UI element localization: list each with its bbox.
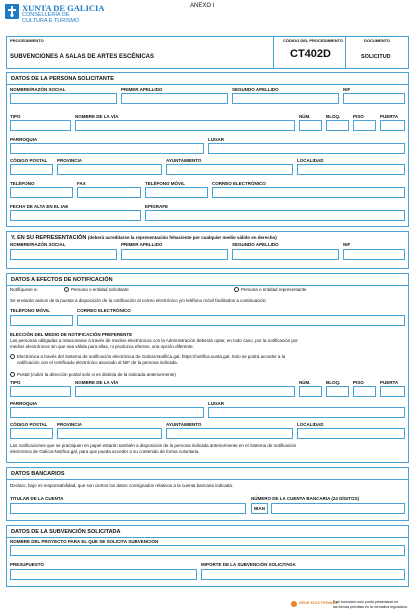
telefono-field[interactable] [10,187,73,198]
postal-text: Postal (cubrir la dirección postal solo si es distinta de la indicada anteriormente) [17,372,176,377]
logo-emblem-icon [5,4,19,19]
annex-label: ANEXO I [190,3,215,9]
notif-label-ayuntamiento: AYUNTAMIENTO [166,422,202,427]
presupuesto-field[interactable] [10,569,197,580]
document-type: SOLICITUD [361,54,391,60]
email-field[interactable] [212,187,405,198]
procedure-title: SUBVENCIONES A SALAS DE ARTES ESCÉNICAS [10,54,155,60]
label-notif-correo: CORREO ELECTRÓNICO [77,308,131,313]
papel-line-1: Las notificaciones que se practiquen en papel estarán también a disposición de la persona indicada anteriormente en el Sistema de notificación [10,443,297,448]
notif-label-lugar: LUGAR [208,401,224,406]
notif-provincia-field[interactable] [57,428,162,439]
iban-prefix [251,503,268,514]
label-nombre: NOMBRE/RAZÓN SOCIAL [10,87,66,92]
notif-localidad-field[interactable] [297,428,405,439]
notif-piso-field[interactable] [353,386,376,397]
notif-label-bloq: BLOQ. [326,380,341,385]
label-ayuntamiento: AYUNTAMIENTO [166,158,202,163]
label-notif-movil: TELÉFONO MÓVIL [10,308,50,313]
notif-via-field[interactable] [75,386,295,397]
nombre-field[interactable] [10,93,117,104]
titular-field[interactable] [10,503,246,514]
proyecto-field[interactable] [10,545,405,556]
label-lugar: LUGAR [208,137,224,142]
num-field[interactable] [299,120,322,131]
rep-apellido2-field[interactable] [232,249,339,260]
obligadas-line-1: Las personas obligadas a relacionarse a través de medios electrónicos con la Administración deberán optar, en todo caso, por la notificación por [10,338,298,343]
label-titular: TITULAR DE LA CUENTA [10,496,64,501]
notif-parroquia-field[interactable] [10,407,204,418]
rep-nif-field[interactable] [343,249,405,260]
sede-label: SEDE ELECTRÓNICA [299,601,338,605]
nif-field[interactable] [343,93,405,104]
notifiquese-label: Notifíquese a: [10,287,38,292]
label-parroquia: PARROQUIA [10,137,38,142]
label-apellido2: SEGUNDO APELLIDO [232,87,279,92]
radio-electronica[interactable] [10,354,15,359]
tipo-field[interactable] [10,120,71,131]
label-apellido1: PRIMER APELLIDO [121,87,163,92]
label-movil: TELÉFONO MÓVIL [145,181,185,186]
notif-label-puerta: PUERTA [380,380,399,385]
bank-declaro: Declaro, bajo mi responsabilidad, que son ciertos los datos consignados relativos a la cuenta bancaria indicada. [10,483,234,488]
label-importe: IMPORTE DE LA SUBVENCIÓN SOLICITADA [201,562,296,567]
notif-correo-field[interactable] [77,315,405,326]
provincia-field[interactable] [57,164,162,175]
notif-label-localidad: LOCALIDAD [297,422,324,427]
notif-bloq-field[interactable] [326,386,349,397]
footer-line-1: Este formulario solo podrá presentarse en [333,600,399,604]
label-piso: PISO [353,114,364,119]
label-alta: FECHA DE ALTA EN EL IAE [10,204,69,209]
label-tipo: TIPO [10,114,21,119]
document-label: DOCUMENTO [364,38,391,43]
procedure-code-label: CÓDIGO DEL PROCEDIMIENTO [283,38,344,43]
localidad-field[interactable] [297,164,405,175]
notif-label-via: NOMBRE DE LA VÍA [75,380,119,385]
applicant-title: DATOS DE LA PERSONA SOLICITANTE [11,76,114,82]
label-provincia: PROVINCIA [57,158,83,163]
electronica-line-2: notificación con el certificado electrónico asociado al NIF de la persona indicada. [17,360,178,365]
fax-field[interactable] [77,187,141,198]
notif-num-field[interactable] [299,386,322,397]
iban-label: IBAN [254,506,265,511]
notif-puerta-field[interactable] [380,386,405,397]
eleccion-label: ELECCIÓN DEL MEDIO DE NOTIFICACIÓN PREFERENTE [10,332,133,337]
apellido2-field[interactable] [232,93,339,104]
rep-label-apellido2: SEGUNDO APELLIDO [232,242,279,247]
importe-field[interactable] [201,569,405,580]
opt-solicitante: Persona o entidad solicitante [71,287,129,292]
label-bloq: BLOQ. [326,114,341,119]
org-line-2: CULTURA E TURISMO [22,18,80,24]
label-via: NOMBRE DE LA VÍA [75,114,119,119]
puerta-field[interactable] [380,120,405,131]
notif-label-parroquia: PARROQUIA [10,401,38,406]
radio-solicitante[interactable] [64,287,69,292]
label-num: NÚM. [299,114,311,119]
representative-subtitle: (deberá acreditarse la representación fehaciente por cualquier medio válido en derecho) [87,235,277,240]
notif-cp-field[interactable] [10,428,53,439]
parroquia-field[interactable] [10,143,204,154]
notif-label-piso: PISO [353,380,364,385]
logo-title: XUNTA DE GALICIA [22,3,105,13]
label-cp: CÓDIGO POSTAL [10,158,48,163]
piso-field[interactable] [353,120,376,131]
papel-line-2: electrónica de Galicia-Notifica.gal, para que pueda acceder a su contenido de forma voluntaria. [10,449,200,454]
label-telefono: TELÉFONO [10,181,35,186]
label-puerta: PUERTA [380,114,399,119]
rep-apellido1-field[interactable] [121,249,228,260]
apellido1-field[interactable] [121,93,228,104]
via-field[interactable] [75,120,295,131]
rep-label-apellido1: PRIMER APELLIDO [121,242,163,247]
procedure-code: CT402D [290,48,331,60]
bloq-field[interactable] [326,120,349,131]
label-nif: NIF [343,87,351,92]
rep-label-nombre: NOMBRE/RAZÓN SOCIAL [10,242,66,247]
label-numero-cuenta: NÚMERO DE LA CUENTA BANCARIA (24 DÍGITOS) [251,496,360,501]
notif-label-num: NÚM. [299,380,311,385]
obligadas-line-2: medios electrónicos sin que sea válida para ellas, ni produzca efectos, una opción diferente. [10,344,194,349]
footer-line-2: las formas previstas en la normativa reguladora. [333,605,408,609]
movil-field[interactable] [145,187,208,198]
label-fax: FAX [77,181,86,186]
notification-title: DATOS A EFECTOS DE NOTIFICACIÓN [11,277,113,283]
notif-label-provincia: PROVINCIA [57,422,83,427]
label-email: CORREO ELECTRÓNICO [212,181,266,186]
label-epigrafe: EPÍGRAFE [145,204,169,209]
notif-ayuntamiento-field[interactable] [166,428,293,439]
cp-field[interactable] [10,164,53,175]
epigrafe-field[interactable] [145,210,405,221]
ayuntamiento-field[interactable] [166,164,293,175]
opt-representante: Persona o entidad representante [241,287,307,292]
electronica-line-1: Electrónica a través del Sistema de notificación electrónica de Galicia-Notifica.gal, https://notifica.xunta.gal. Solo se podrá acceder a la [17,354,286,359]
alta-field[interactable] [10,210,141,221]
rep-nombre-field[interactable] [10,249,117,260]
label-localidad: LOCALIDAD [297,158,324,163]
notif-movil-field[interactable] [10,315,73,326]
notif-lugar-field[interactable] [208,407,405,418]
procedure-label: PROCEDIMIENTO [10,38,44,43]
label-presupuesto: PRESUPUESTO [10,562,44,567]
avisos-text: Se enviarán avisos de la puesta a disposición de la notificación al correo electrónico y/o teléfono móvil facilitados a continuación: [10,298,267,303]
org-line-1: CONSELLERÍA DE [22,12,70,18]
procedure-box [6,36,409,69]
radio-representante[interactable] [234,287,239,292]
notif-label-tipo: TIPO [10,380,21,385]
bank-title: DATOS BANCARIOS [11,471,65,477]
radio-postal[interactable] [10,372,15,377]
rep-label-nif: NIF [343,242,351,247]
representative-title: Y, EN SU REPRESENTACIÓN [11,235,87,241]
sede-icon [291,601,297,607]
subsidy-title: DATOS DE LA SUBVENCIÓN SOLICITADA [11,529,121,535]
notif-tipo-field[interactable] [10,386,71,397]
iban-field[interactable] [271,503,405,514]
label-proyecto: NOMBRE DEL PROYECTO PARA EL QUE SE SOLICITA SUBVENCIÓN [10,539,159,544]
lugar-field[interactable] [208,143,405,154]
notif-label-cp: CÓDIGO POSTAL [10,422,48,427]
